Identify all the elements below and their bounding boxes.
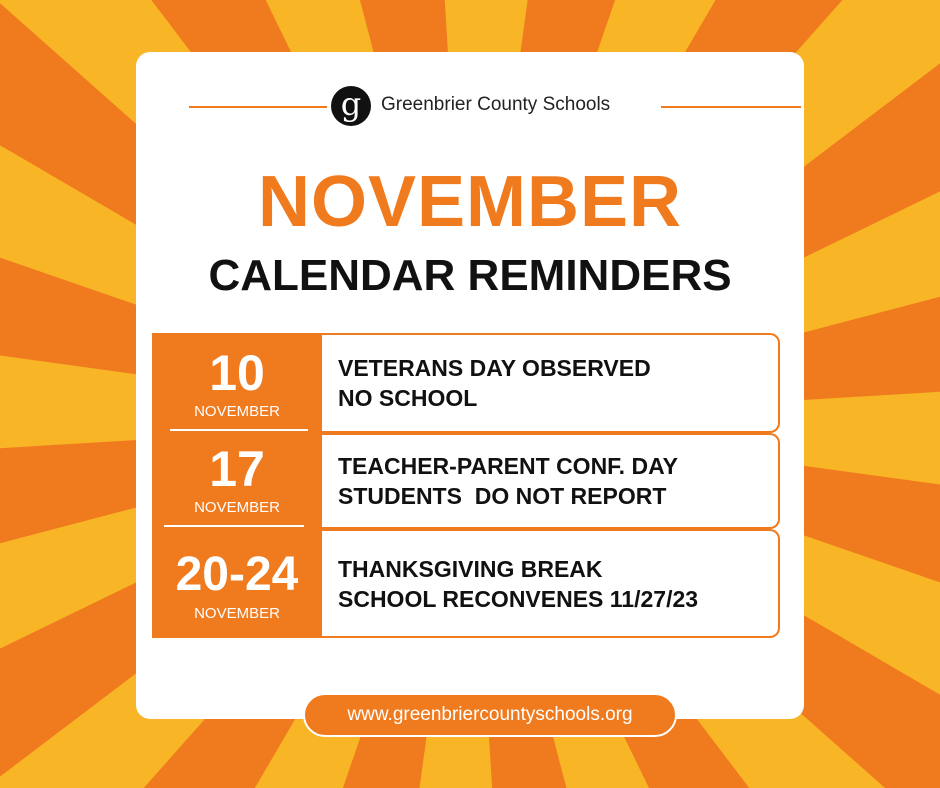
event-detail: STUDENTS DO NOT REPORT [338, 483, 667, 509]
date-block [152, 549, 322, 623]
event-description [338, 435, 678, 527]
event-row [322, 433, 780, 529]
header-rule-right [661, 106, 801, 108]
page-subtitle: CALENDAR REMINDERS [208, 251, 732, 300]
header-rule-left [189, 106, 327, 108]
header [189, 78, 749, 134]
event-description [338, 335, 651, 431]
event-title: VETERANS DAY OBSERVED [338, 355, 651, 381]
event-title: THANKSGIVING BREAK [338, 555, 603, 582]
event-row [322, 529, 780, 638]
event-title: TEACHER-PARENT CONF. DAY [338, 453, 678, 479]
date-block [152, 443, 322, 517]
logo-letter: g [340, 85, 362, 123]
event-day: 17 [209, 441, 265, 497]
school-logo [331, 86, 371, 126]
organization-name: Greenbrier County Schools [381, 94, 611, 115]
event-detail: SCHOOL RECONVENES 11/27/23 [338, 585, 699, 612]
event-description [338, 531, 698, 636]
date-column [152, 333, 322, 638]
date-divider [170, 429, 308, 431]
event-month: NOVEMBER [194, 499, 280, 516]
event-detail: NO SCHOOL [338, 385, 478, 411]
event-row [322, 333, 780, 433]
event-day: 20-24 [175, 548, 299, 601]
website-link[interactable]: www.greenbriercountyschools.org [303, 693, 677, 737]
date-divider [164, 525, 304, 527]
event-month: NOVEMBER [194, 403, 280, 420]
event-day: 10 [209, 345, 265, 401]
date-block [152, 347, 322, 421]
month-title: NOVEMBER [257, 162, 683, 242]
event-month: NOVEMBER [194, 605, 280, 622]
